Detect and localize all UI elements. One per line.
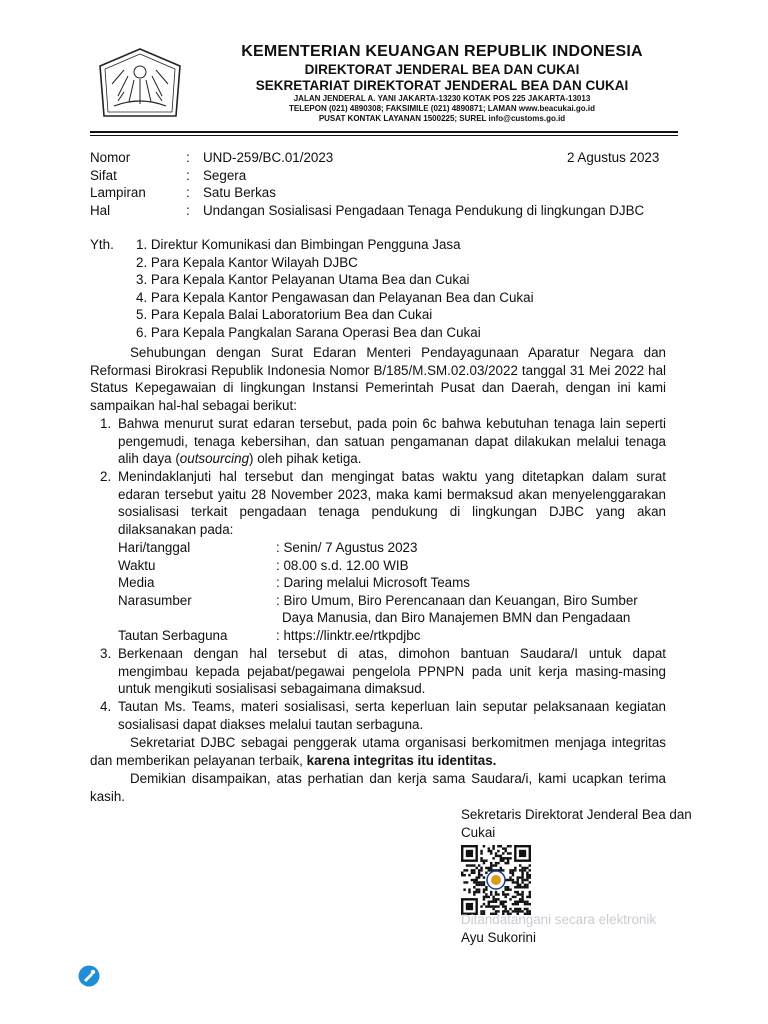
recipient-item: 2. Para Kepala Kantor Wilayah DJBC (136, 254, 358, 270)
qr-code-icon (461, 845, 531, 915)
contact-line: PUSAT KONTAK LAYANAN 1500225; SUREL info@customs.go.id (318, 114, 566, 123)
phone-line: TELEPON (021) 4890308; FAKSIMILE (021) 4890871; LAMAN www.beacukai.go.id (288, 104, 596, 113)
point-1: Bahwa menurut surat edaran tersebut, pada poin 6c bahwa kebutuhan tenaga lain seperti pengemudi, tenaga kebersihan, dan satuan pengamanan dapat dilakukan melalui tenaga alih daya (outsourcing) oleh pihak ketiga. (118, 416, 666, 467)
recipient-item: 5. Para Kepala Balai Laboratorium Bea dan Cukai (136, 307, 433, 323)
closing-paragraph: Demikian disampaikan, atas perhatian dan kerja sama Saudara/i, kami ucapkan terima kasih. (90, 771, 666, 804)
intro-paragraph: Sehubungan dengan Surat Edaran Menteri Pendayagunaan Aparatur Negara dan Reformasi Birokrasi Republik Indonesia Nomor B/185/M.SM.02.03/2022 tanggal 31 Mei 2022 hal Status Kepegawaian di lingkungan Instansi Pemerintah Pusat dan Daerah, dengan ini kami sampaikan hal-hal sebagai berikut: (90, 345, 666, 413)
event-media: : Daring melalui Microsoft Teams (276, 575, 470, 591)
lampiran-value: Satu Berkas (203, 185, 276, 201)
event-speakers-cont: Daya Manusia, dan Biro Manajemen BMN dan Pengadaan (282, 610, 631, 626)
letter-meta: Nomor : UND-259/BC.01/2023 Sifat : Segera Lampiran : Satu Berkas Hal : Undangan Sosialisasi Pengadaan Tenaga Pendukung di lingkungan DJBC (90, 150, 645, 218)
recipient-item: 3. Para Kepala Kantor Pelayanan Utama Bea dan Cukai (136, 272, 470, 288)
recipient-list (136, 236, 534, 342)
lampiran-label: Lampiran (90, 185, 146, 201)
event-time: : 08.00 s.d. 12.00 WIB (276, 557, 409, 573)
hal-value: Undangan Sosialisasi Pengadaan Tenaga Pendukung di lingkungan DJBC (203, 202, 645, 218)
signatory-title: Sekretaris Direktorat Jenderal Bea dan Cukai (461, 807, 692, 840)
recipient-item: 1. Direktur Komunikasi dan Bimbingan Pengguna Jasa (136, 237, 461, 252)
electronic-signature-note: Ditandatangani secara elektronik (461, 912, 657, 927)
ministry-emblem-icon (96, 46, 184, 124)
header-rule-thick (90, 131, 678, 133)
bsre-seal-icon (78, 965, 100, 987)
signatory-name: Ayu Sukorini (461, 930, 536, 945)
recipient-label: Yth. (90, 237, 114, 252)
sifat-value: Segera (203, 167, 247, 183)
letter-page: KEMENTERIAN KEUANGAN REPUBLIK INDONESIA DIREKTORAT JENDERAL BEA DAN CUKAI SEKRETARIAT DIREKTORAT JENDERAL BEA DAN CUKAI JALAN JENDERAL A. YANI JAKARTA-13230 KOTAK POS 225 JAKARTA-13013 TELEPON (021) 4890308; FAKSIMILE (021) 4890871; LAMAN www.beacukai.go.id PUSAT KONTAK LAYANAN 1500225; SUREL info@customs.go.id Nomor : UND-259/BC.01/2023 Sifat : Segera Lampiran : Satu Berkas Hal : Undangan Sosialisasi Pengadaan Tenaga Pendukung di lingkungan DJBC 2 Agustus 2023 Yth. 1. Direktur Komunikasi dan Bimbingan Pengguna Jasa 2. Para Kepala Kantor Wilayah DJBC 3. Para Kepala Kantor Pelayanan Utama Bea dan Cukai 4. Para Kepala Kantor Pengawasan dan Pelayanan Bea dan Cukai 5. Para Kepala Balai Laboratorium Bea dan Cukai 6. Para Kepala Pangkalan Sarana Operasi Bea dan Cukai Sehubungan dengan Surat Edaran Menteri Pendayagunaan Aparatur Negara dan Reformasi Birokrasi Republik Indonesia Nomor B/185/M.SM.02.03/2022 tanggal 31 Mei 2022 hal Status Kepegawaian di lingkungan Instansi Pemerintah Pusat dan Daerah, dengan ini kami sampaikan hal-hal sebagai berikut: 1. Bahwa menurut surat edaran tersebut, pada poin 6c bahwa kebutuhan tenaga lain seperti pengemudi, tenaga kebersihan, dan satuan pengamanan dapat dilakukan melalui tenaga alih daya (outsourcing) oleh pihak ketiga. 2. Menindaklanjuti hal tersebut dan mengingat batas waktu yang ditetapkan dalam surat edaran tersebut yaitu 28 November 2023, maka kami bermaksud akan menyelenggarakan sosialisasi terkait pengadaan tenaga pendukung di lingkungan DJBC yang akan dilaksanakan pada: Hari/tanggal : Senin/ 7 Agustus 2023 Waktu : 08.00 s.d. 12.00 WIB Media : Daring melalui Microsoft Teams Narasumber : Biro Umum, Biro Perencanaan dan Keuangan, Biro Sumber Daya Manusia, dan Biro Manajemen BMN dan Pengadaan Tautan Serbaguna : https://linktr.ee/rtkpdjbc 3. Berkenaan dengan hal tersebut di atas, dimohon bantuan Saudara/I untuk dapat mengimbau kepada pejabat/pegawai pengelola PPNPN pada unit kerja masing-masing untuk mengikuti sosialisasi sebagaimana dimaksud. 4. Tautan Ms. Teams, materi sosialisasi, serta keperluan lain seputar pelaksanaan kegiatan sosialisasi dapat diakses melalui tautan serbaguna. Sekretariat DJBC sebagai penggerak utama organisasi berkomitmen menjaga integritas dan memberikan pelayanan terbaik, karena integritas itu identitas. Demikian disampaikan, atas perhatian dan kerja sama Saudara/i, kami ucapkan terima kasih. Sekretaris Direktorat Jenderal Bea dan Cukai Ditandatangani secara elektronik Ayu Sukorini (0, 0, 768, 1024)
secretariat-name: SEKRETARIAT DIREKTORAT JENDERAL BEA DAN CUKAI (255, 78, 629, 93)
point-4: Tautan Ms. Teams, materi sosialisasi, serta keperluan lain seputar pelaksanaan kegiatan sosialisasi dapat diakses melalui tautan serbaguna. (118, 699, 666, 732)
directorate-name: DIREKTORAT JENDERAL BEA DAN CUKAI (304, 62, 580, 77)
hal-label: Hal (90, 202, 111, 218)
nomor-label: Nomor (90, 150, 131, 165)
point-3: Berkenaan dengan hal tersebut di atas, dimohon bantuan Saudara/I untuk dapat mengimbau kepada pejabat/pegawai pengelola PPNPN pada unit kerja masing-masing untuk mengikuti sosialisasi sebagaimana dimaksud. (118, 646, 666, 697)
ministry-name: KEMENTERIAN KEUANGAN REPUBLIK INDONESIA (241, 43, 643, 60)
letterhead (200, 42, 684, 124)
sifat-label: Sifat (90, 167, 117, 183)
address-line: JALAN JENDERAL A. YANI JAKARTA-13230 KOTAK POS 225 JAKARTA-13013 (293, 94, 591, 103)
event-date: : Senin/ 7 Agustus 2023 (276, 540, 418, 555)
point-2: Menindaklanjuti hal tersebut dan mengingat batas waktu yang ditetapkan dalam surat edaran tersebut yaitu 28 November 2023, maka kami bermaksud akan menyelenggarakan sosialisasi terkait pengadaan tenaga pendukung di lingkungan DJBC yang akan dilaksanakan pada: (118, 469, 666, 537)
event-speakers: : Biro Umum, Biro Perencanaan dan Keuangan, Biro Sumber (276, 592, 638, 608)
nomor-value: UND-259/BC.01/2023 (203, 150, 334, 165)
recipient-item: 6. Para Kepala Pangkalan Sarana Operasi Bea dan Cukai (136, 324, 481, 340)
header-rule-thin (90, 135, 678, 136)
integrity-paragraph: Sekretariat DJBC sebagai penggerak utama organisasi berkomitmen menjaga integritas dan memberikan pelayanan terbaik, karena integritas itu identitas. (90, 735, 666, 768)
letter-date: 2 Agustus 2023 (567, 150, 660, 165)
event-link[interactable]: : https://linktr.ee/rtkpdjbc (276, 627, 421, 643)
recipient-item: 4. Para Kepala Kantor Pengawasan dan Pelayanan Bea dan Cukai (136, 289, 534, 305)
